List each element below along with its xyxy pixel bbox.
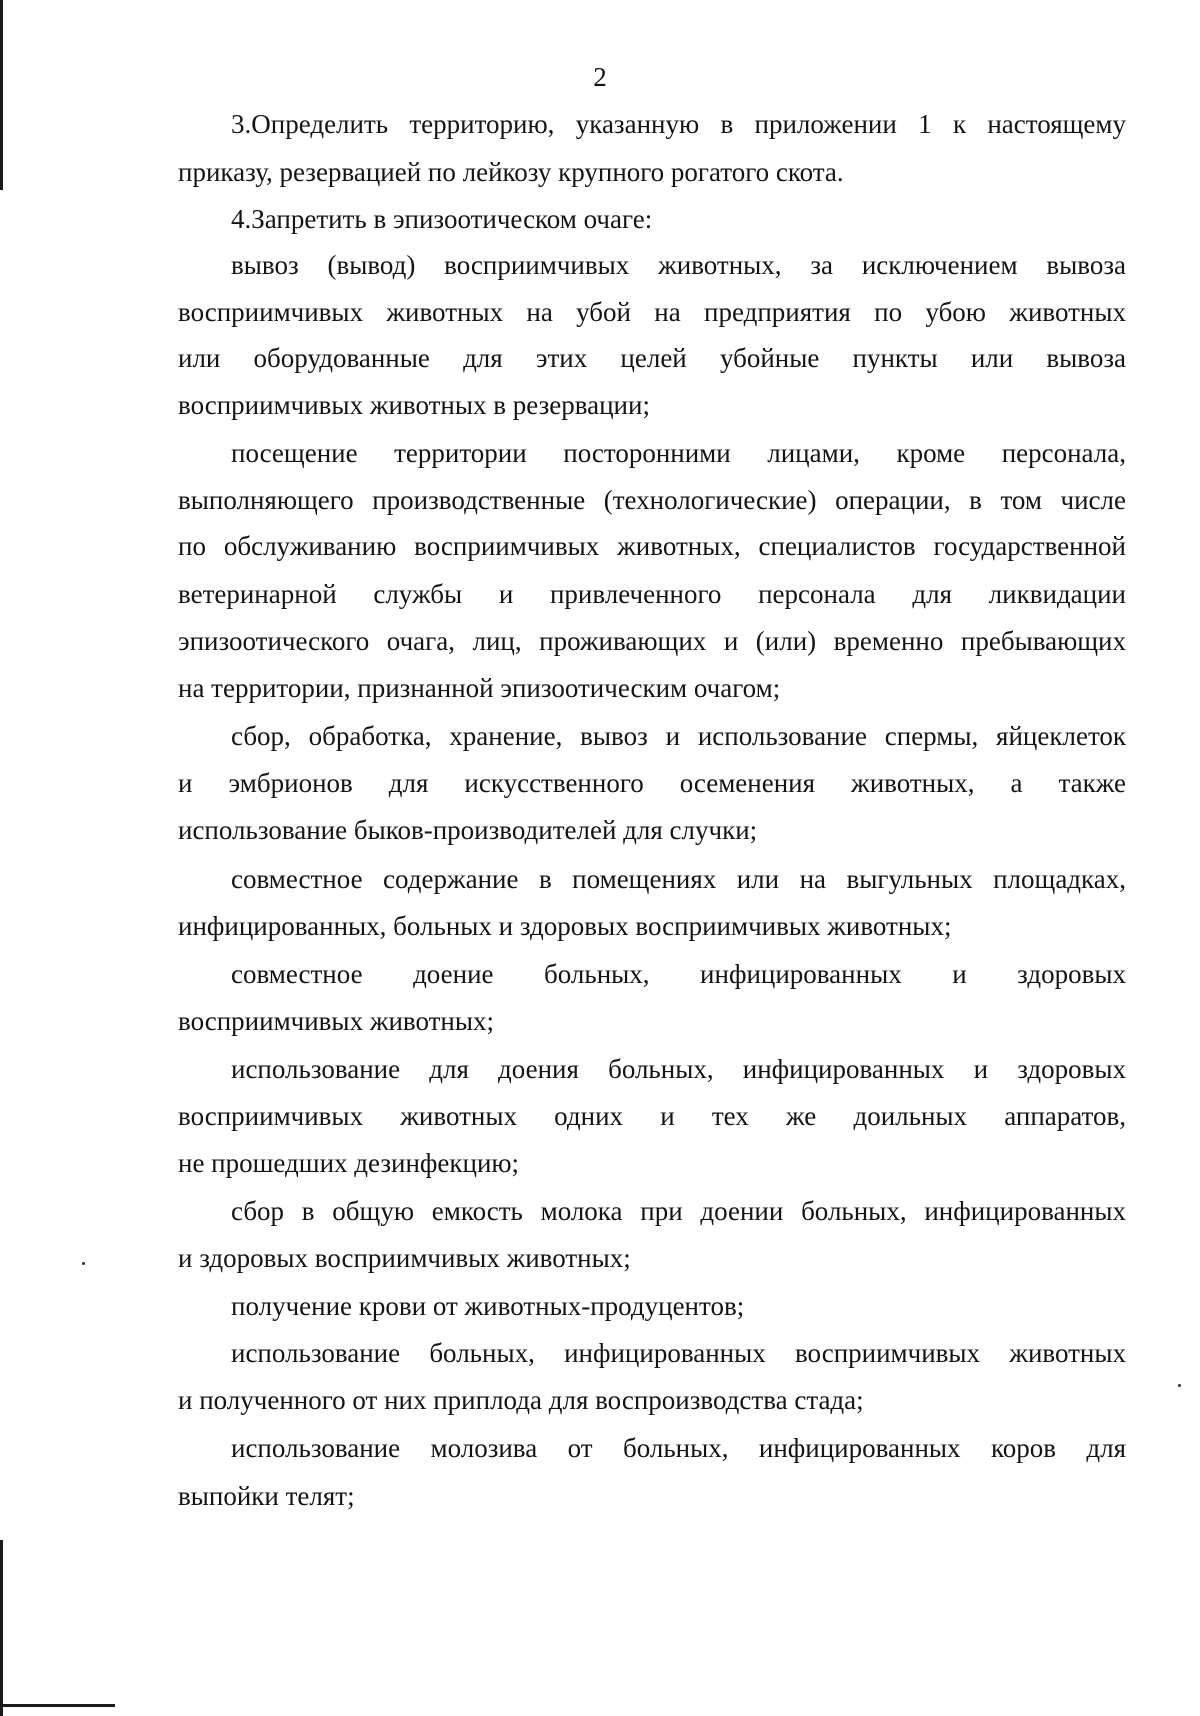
paragraph-line: и эмбрионов для искусственного осеменения животных, а также	[178, 768, 1126, 798]
paragraph-line: и полученного от них приплода для воспроизводства стада;	[178, 1385, 864, 1415]
paragraph-line: использование быков-производителей для случки;	[178, 815, 758, 845]
paragraph-line: восприимчивых животных на убой на предприятия по убою животных	[178, 297, 1126, 327]
paragraph-line: сбор, обработка, хранение, вывоз и использование спермы, яйцеклеток	[231, 721, 1126, 751]
scan-speck	[1178, 1384, 1181, 1387]
paragraph-line: и здоровых восприимчивых животных;	[178, 1243, 631, 1273]
paragraph-line: использование для доения больных, инфицированных и здоровых	[231, 1054, 1126, 1084]
paragraph-line: вывоз (вывод) восприимчивых животных, за исключением вывоза	[231, 250, 1126, 280]
paragraph-line: использование больных, инфицированных восприимчивых животных	[231, 1338, 1126, 1368]
paragraph-line: совместное доение больных, инфицированных и здоровых	[231, 959, 1126, 989]
paragraph-line: инфицированных, больных и здоровых восприимчивых животных;	[178, 911, 952, 941]
paragraph-line: восприимчивых животных в резервации;	[178, 390, 650, 420]
paragraph-line: выполняющего производственные (технологические) операции, в том числе	[178, 485, 1126, 515]
paragraph-line: посещение территории посторонними лицами, кроме персонала,	[231, 438, 1126, 468]
paragraph-line: или оборудованные для этих целей убойные пункты или вывоза	[178, 343, 1126, 373]
paragraph-line: получение крови от животных-продуцентов;	[231, 1291, 745, 1321]
paragraph-line: 3.Определить территорию, указанную в приложении 1 к настоящему	[231, 109, 1126, 139]
paragraph-line: приказу, резервацией по лейкозу крупного рогатого скота.	[178, 157, 844, 187]
paragraph-line: восприимчивых животных одних и тех же доильных аппаратов,	[178, 1101, 1126, 1131]
page-number: 2	[593, 62, 607, 92]
paragraph-line: эпизоотического очага, лиц, проживающих и (или) временно пребывающих	[178, 626, 1126, 656]
scan-edge-mark	[0, 1704, 115, 1707]
paragraph-line: совместное содержание в помещениях или на выгульных площадках,	[231, 864, 1126, 894]
paragraph-line: сбор в общую емкость молока при доении больных, инфицированных	[231, 1196, 1126, 1226]
paragraph-line: не прошедших дезинфекцию;	[178, 1148, 520, 1178]
paragraph-line: 4.Запретить в эпизоотическом очаге:	[231, 204, 653, 234]
paragraph-line: использование молозива от больных, инфицированных коров для	[231, 1433, 1126, 1463]
paragraph-line: выпойки телят;	[178, 1481, 355, 1511]
paragraph-line: на территории, признанной эпизоотическим очагом;	[178, 673, 781, 703]
scan-edge-mark	[0, 1540, 3, 1716]
paragraph-line: восприимчивых животных;	[178, 1006, 495, 1036]
paragraph-line: ветеринарной службы и привлеченного персонала для ликвидации	[178, 579, 1126, 609]
paragraph-line: по обслуживанию восприимчивых животных, специалистов государственной	[178, 531, 1126, 561]
scan-edge-mark	[0, 0, 3, 190]
scan-speck	[82, 1262, 85, 1265]
